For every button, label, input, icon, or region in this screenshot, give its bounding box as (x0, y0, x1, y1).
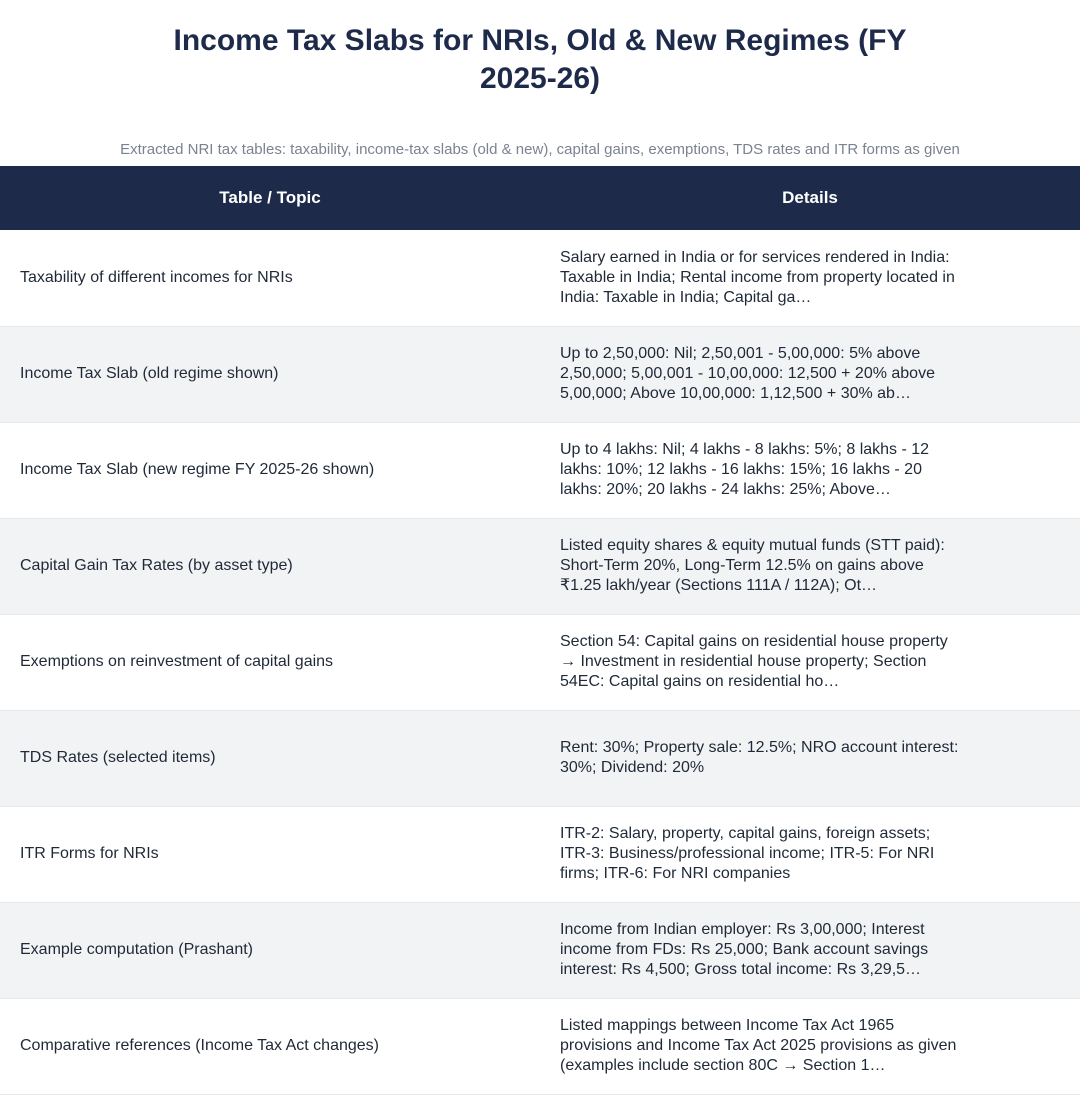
row-details-text: Section 54: Capital gains on residential house property → Investment in residential house property; Section 54EC: Capital gains on residential ho… (560, 633, 948, 690)
table-row (0, 614, 1080, 710)
nri-tax-table (0, 166, 1080, 1095)
row-topic: Exemptions on reinvestment of capital gains (20, 653, 334, 670)
table-header-row (0, 166, 1080, 230)
table-body (0, 230, 1080, 1094)
page-title (0, 0, 1080, 98)
table-header (0, 166, 1080, 230)
table-row (0, 998, 1080, 1094)
table-row (0, 806, 1080, 902)
column-header-topic: Table / Topic (219, 188, 321, 207)
table-row (0, 422, 1080, 518)
row-topic: Taxability of different incomes for NRIs (20, 268, 293, 286)
row-topic: Comparative references (Income Tax Act changes) (20, 1037, 379, 1054)
table-row (0, 518, 1080, 614)
row-details (540, 518, 1080, 614)
row-details-text: Rent: 30%; Property sale: 12.5%; NRO account interest: 30%; Dividend: 20% (560, 739, 959, 776)
row-details (540, 806, 1080, 902)
row-details-text: Up to 4 lakhs: Nil; 4 lakhs - 8 lakhs: 5%; 8 lakhs - 12 lakhs: 10%; 12 lakhs - 16 lakhs: 15%; 16 lakhs - 20 lakhs: 20%; 20 lakhs - 24 lakhs: 25%; Above… (560, 441, 930, 498)
row-details (540, 422, 1080, 518)
row-details (540, 230, 1080, 326)
table-row (0, 326, 1080, 422)
table-row (0, 710, 1080, 806)
row-topic: Capital Gain Tax Rates (by asset type) (20, 557, 293, 574)
table-row (0, 230, 1080, 326)
page-title-line-2: 2025-26) (479, 62, 601, 95)
row-details-text: Up to 2,50,000: Nil; 2,50,001 - 5,00,000: 5% above 2,50,000; 5,00,001 - 10,00,000: 12,500 + 20% above 5,00,000; Above 10,00,000: 1,12,500 + 30% ab… (560, 345, 935, 402)
row-topic: TDS Rates (selected items) (20, 749, 216, 766)
row-details (540, 710, 1080, 806)
column-header-details: Details (782, 188, 838, 207)
row-topic: Income Tax Slab (new regime FY 2025-26 shown) (20, 461, 375, 478)
row-details (540, 902, 1080, 998)
row-topic: Example computation (Prashant) (20, 941, 253, 958)
row-details-text: Listed equity shares & equity mutual funds (STT paid): Short-Term 20%, Long-Term 12.5% on gains above ₹1.25 lakh/year (Sections 111A / 112A); Ot… (560, 537, 945, 594)
row-details-text: Listed mappings between Income Tax Act 1965 provisions and Income Tax Act 2025 provisions as given (examples include section 80C → Section 1… (560, 1017, 957, 1074)
page-subtitle: Extracted NRI tax tables: taxability, income-tax slabs (old & new), capital gains, exemptions, TDS rates and ITR forms as given (120, 141, 960, 158)
row-details-text: ITR-2: Salary, property, capital gains, foreign assets; ITR-3: Business/professional income; ITR-5: For NRI firms; ITR-6: For NRI companies (560, 825, 935, 882)
row-details (540, 998, 1080, 1094)
row-topic: Income Tax Slab (old regime shown) (20, 365, 279, 382)
row-topic: ITR Forms for NRIs (20, 845, 159, 862)
row-details (540, 326, 1080, 422)
table-row (0, 902, 1080, 998)
page-title-line-1: Income Tax Slabs for NRIs, Old & New Regimes (FY (173, 24, 907, 57)
row-details-text: Salary earned in India or for services rendered in India: Taxable in India; Rental income from property located in India: Taxable in India; Capital ga… (560, 248, 955, 306)
row-details-text: Income from Indian employer: Rs 3,00,000; Interest income from FDs: Rs 25,000; Bank account savings interest: Rs 4,500; Gross total income: Rs 3,29,5… (560, 921, 929, 978)
row-details (540, 614, 1080, 710)
